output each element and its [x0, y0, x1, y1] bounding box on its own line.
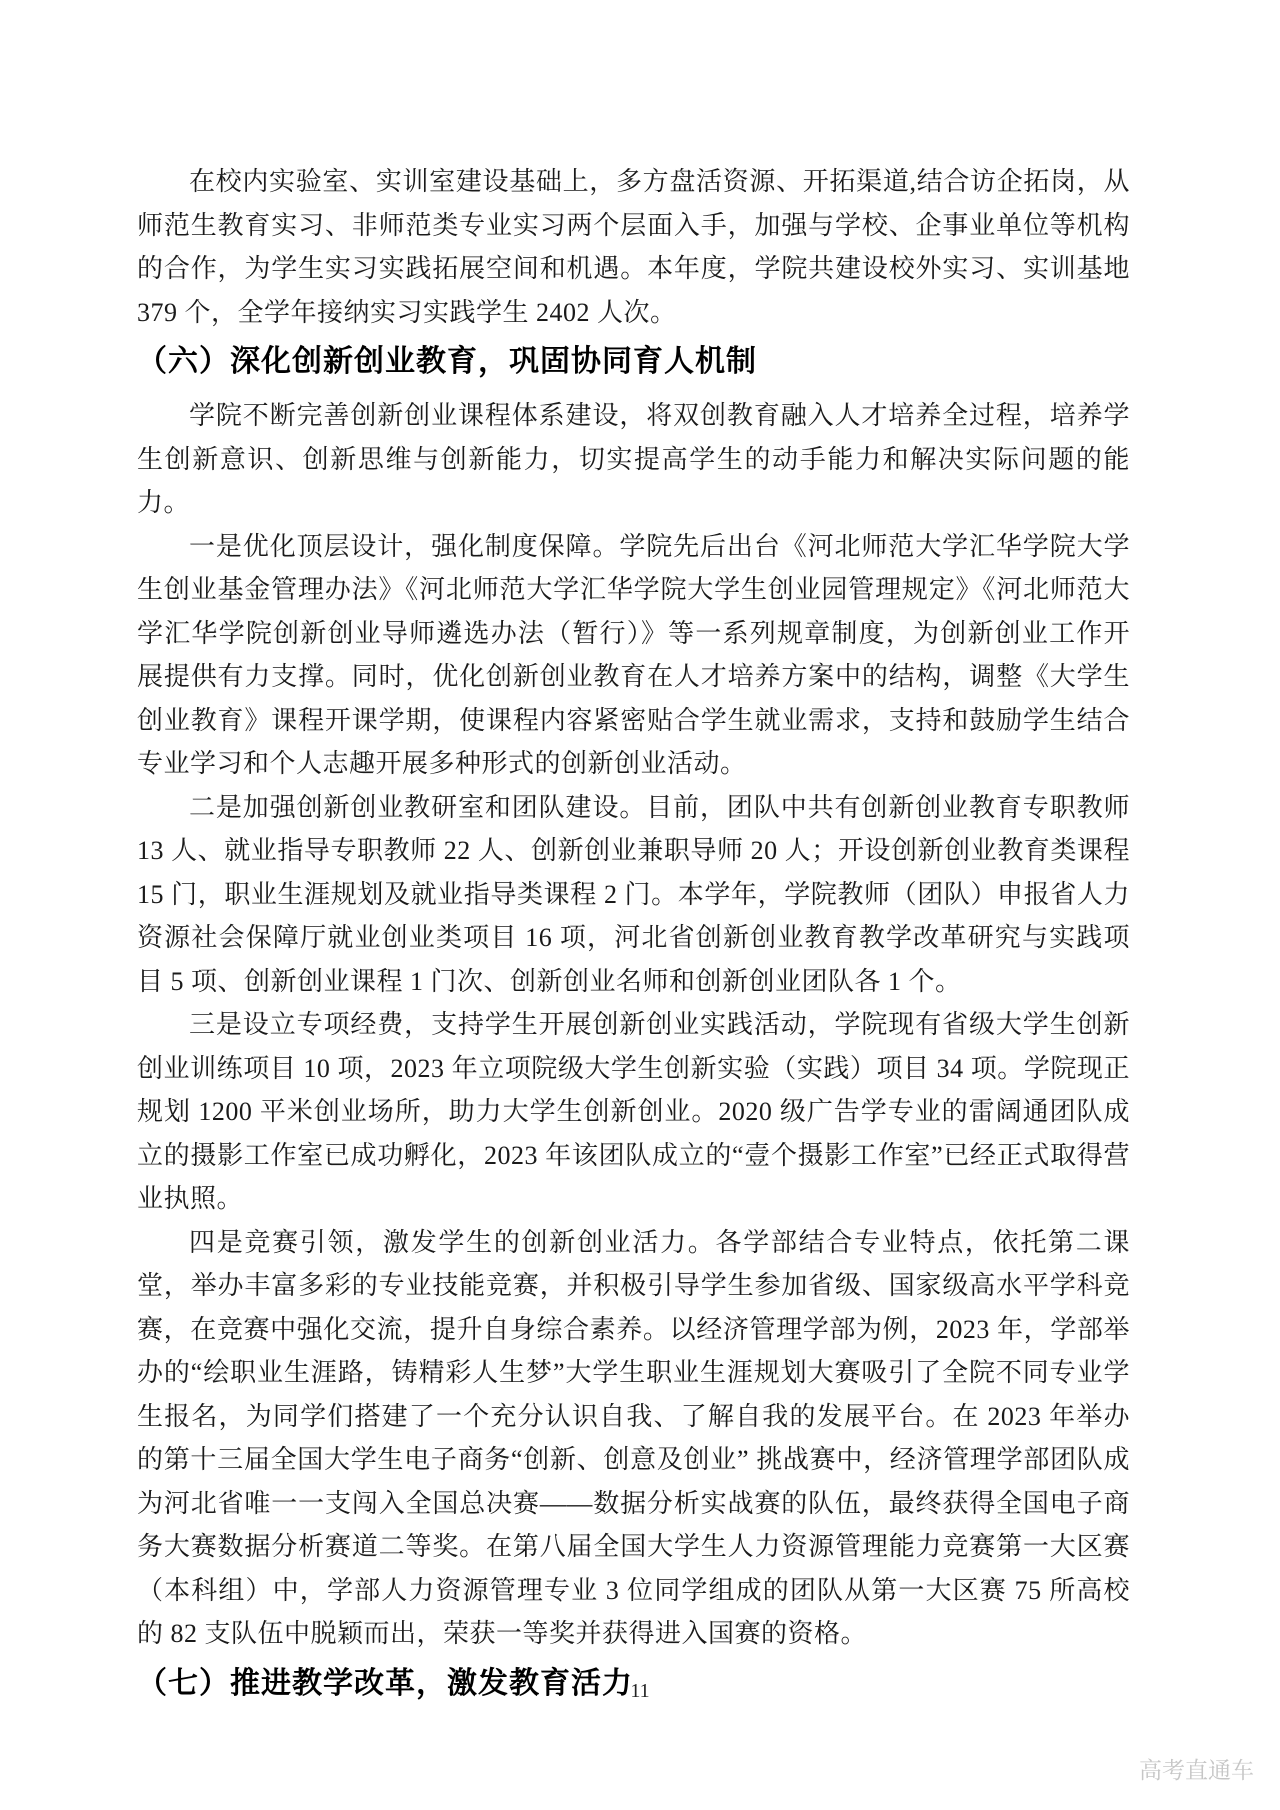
- section-heading-seven: （七）推进教学改革，激发教育活力: [137, 1666, 633, 1700]
- watermark-text: 高考直通车: [1139, 1757, 1254, 1783]
- paragraph-curriculum-overview: 学院不断完善创新创业课程体系建设，将双创教育融入人才培养全过程，培养学生创新意识、创新思维与创新能力，切实提高学生的动手能力和解决实际问题的能力。: [137, 401, 1130, 517]
- paragraph-team-building: 二是加强创新创业教研室和团队建设。目前，团队中共有创新创业教育专职教师 13 人、就业指导专职教师 22 人、创新创业兼职导师 20 人；开设创新创业教育类课程 15 门，职业生涯规划及就业指导类课程 2 门。本学年，学院教师（团队）申报省人力资源社会保障厅就业创业类项目 16 项，河北省创新创业教育教学改革研究与实践项目 5 项、创新创业课程 1 门次、创新创业名师和创新创业团队各 1 个。: [137, 792, 1130, 996]
- page-number: 11: [630, 1680, 650, 1702]
- paragraph-special-funds: 三是设立专项经费，支持学生开展创新创业实践活动，学院现有省级大学生创新创业训练项目 10 项，2023 年立项院级大学生创新实验（实践）项目 34 项。学院现正规划 1200 平米创业场所，助力大学生创新创业。2020 级广告学专业的雷阔通团队成立的摄影工作室已成功孵化，2023 年该团队成立的“壹个摄影工作室”已经正式取得营业执照。: [137, 1010, 1130, 1213]
- paragraph-competitions: 四是竞赛引领，激发学生的创新创业活力。各学部结合专业特点，依托第二课堂，举办丰富多彩的专业技能竞赛，并积极引导学生参加省级、国家级高水平学科竞赛，在竞赛中强化交流，提升自身综合素养。以经济管理学部为例，2023 年，学部举办的“绘职业生涯路，铸精彩人生梦”大学生职业生涯规划大赛吸引了全院不同专业学生报名，为同学们搭建了一个充分认识自我、了解自我的发展平台。在 2023 年举办的第十三届全国大学生电子商务“创新、创意及创业” 挑战赛中，经济管理学部团队成为河北省唯一一支闯入全国总决赛——数据分析实战赛的队伍，最终获得全国电子商务大赛数据分析赛道二等奖。在第八届全国大学生人力资源管理能力竞赛第一大区赛（本科组）中，学部人力资源管理专业 3 位同学组成的团队从第一大区赛 75 所高校的 82 支队伍中脱颖而出，荣获一等奖并获得进入国赛的资格。: [137, 1227, 1130, 1648]
- paragraph-top-level-design: 一是优化顶层设计，强化制度保障。学院先后出台《河北师范大学汇华学院大学生创业基金管理办法》《河北师范大学汇华学院大学生创业园管理规定》《河北师范大学汇华学院创新创业导师遴选办法（暂行）》等一系列规章制度，为创新创业工作开展提供有力支撑。同时，优化创新创业教育在人才培养方案中的结构，调整《大学生创业教育》课程开课学期，使课程内容紧密贴合学生就业需求，支持和鼓励学生结合专业学习和个人志趣开展多种形式的创新创业活动。: [137, 531, 1130, 778]
- section-heading-six: （六）深化创新创业教育，巩固协同育人机制: [137, 345, 757, 378]
- document-body: [137, 160, 1130, 1716]
- paragraph-practice-bases: 在校内实验室、实训室建设基础上，多方盘活资源、开拓渠道,结合访企拓岗，从师范生教育实习、非师范类专业实习两个层面入手，加强与学校、企事业单位等机构的合作，为学生实习实践拓展空间和机遇。本年度，学院共建设校外实习、实训基地 379 个，全学年接纳实习实践学生 2402 人次。: [137, 167, 1130, 327]
